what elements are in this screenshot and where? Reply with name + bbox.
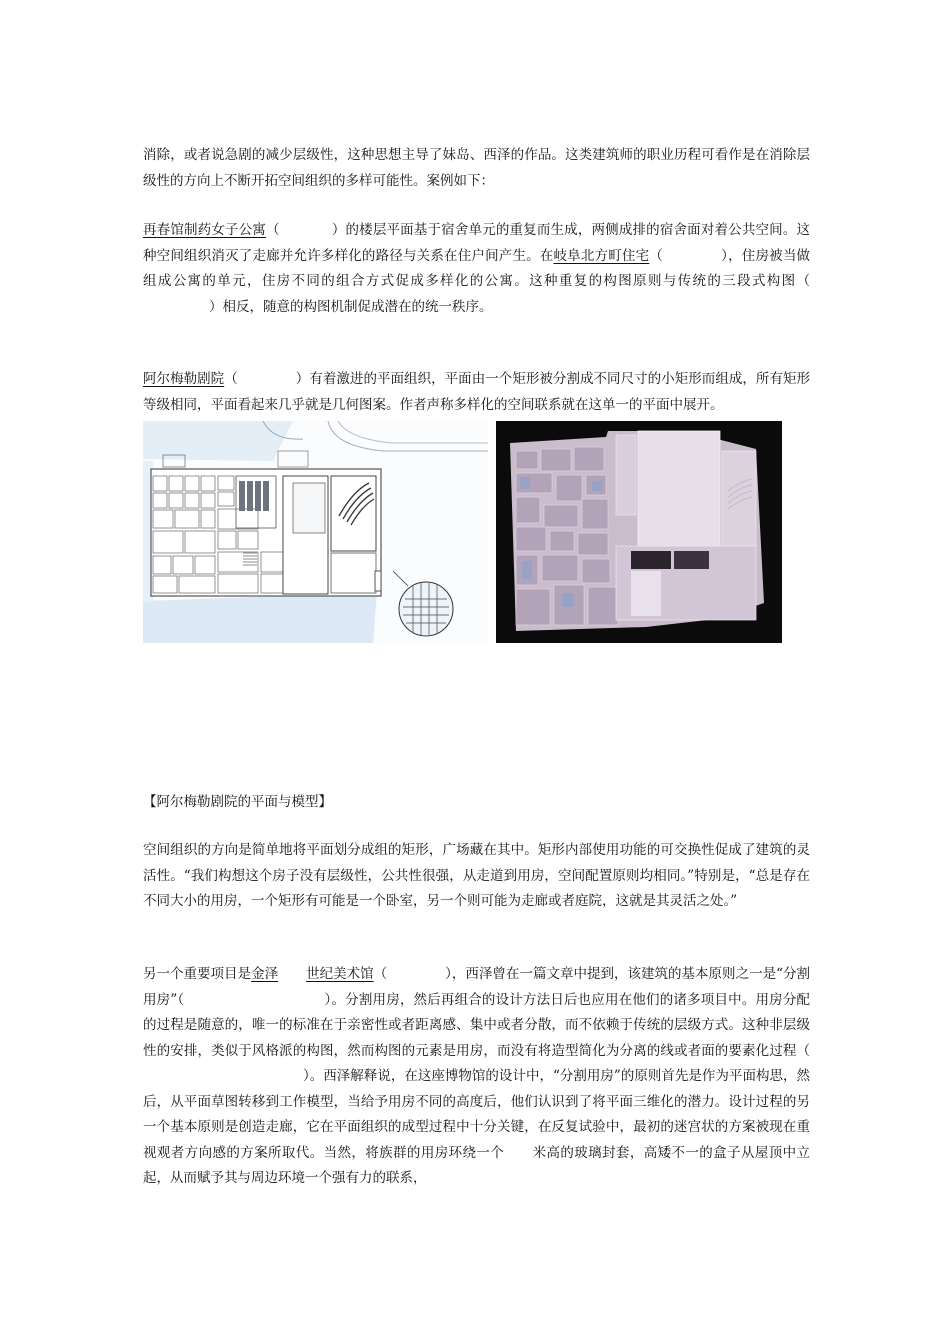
almere-theater-plan-image <box>143 421 488 643</box>
paragraph-kanazawa: 另一个重要项目是金泽 世纪美术馆（ ），西泽曾在一篇文章中提到，该建筑的基本原则之一是“分割用房”（ ）。分割用房，然后再组合的设计方法日后也应用在他们的诸多项目中。用房分配的过程是随意的，唯一的标准在于亲密性或者距离感、集中或者分散，而不依赖于传统的层级方式。这种非层级性的安排，类似于风格派的构图，然而构图的元素是用房，而没有将造型简化为分离的线或者面的要素化过程（）。西泽解释说，在这座博物馆的设计中，“分割用房”的原则首先是作为平面构思，然后，从平面草图转移到工作模型，当给予用房不同的高度后，他们认识到了将平面三维化的潜力。设计过程的另一个基本原则是创造走廊，它在平面组织的成型过程中十分关键，在反复试验中，最初的迷宫状的方案被现在重视观者方向感的方案所取代。当然，将族群的用房环绕一个 米高的玻璃封套，高矮不一的盒子从屋顶中立起，从而赋予其与周边环境一个强有力的联系， <box>143 966 811 1186</box>
paragraph-cases: 再春馆制药女子公寓（ ）的楼层平面基于宿舍单元的重复而生成，两侧成排的宿舍面对着公共空间。这种空间组织消灭了走廊并允许多样化的路径与关系在住户间产生。在岐阜北方町住宅（ ），住房被当做组成公寓的单元，住房不同的组合方式促成多样化的公寓。这种重复的构图原则与传统的三段式构图（）相反，随意的构图机制促成潜在的统一秩序。 <box>143 222 811 315</box>
link-almere-theater[interactable]: 阿尔梅勒剧院 <box>143 371 225 387</box>
floor-plan-drawing <box>143 421 488 643</box>
link-saishunkan-dormitory[interactable]: 再春馆制药女子公寓 <box>143 222 266 238</box>
link-gifu-kitagata-housing[interactable]: 岐阜北方町住宅 <box>553 247 650 264</box>
figure-caption: 【阿尔梅勒剧院的平面与模型】 <box>143 794 332 810</box>
link-kanazawa-museum[interactable]: 金泽 世纪美术馆 <box>251 966 374 982</box>
paragraph-organization: 空间组织的方向是简单地将平面划分成组的矩形，广场藏在其中。矩形内部使用功能的可交换性促成了建筑的灵活性。“我们构想这个房子没有层级性，公共性很强，从走道到用房，空间配置原则均相同。”特别是，“总是存在不同大小的用房，一个矩形有可能是一个卧室，另一个则可能为走廊或者庭院，这就是其灵活之处。” <box>143 842 810 909</box>
paragraph-almere-theater: 阿尔梅勒剧院（ ）有着激进的平面组织，平面由一个矩形被分割成不同尺寸的小矩形而组成，所有矩形等级相同，平面看起来几乎就是几何图案。作者声称多样化的空间联系就在这单一的平面中展开。 <box>143 371 811 413</box>
almere-theater-model-image <box>496 421 782 643</box>
model-photo <box>496 421 782 643</box>
paragraph-intro: 消除，或者说急剧的减少层级性，这种思想主导了妹岛、西泽的作品。这类建筑师的职业历程可看作是在消除层级性的方向上不断开拓空间组织的多样可能性。案例如下： <box>143 147 810 189</box>
